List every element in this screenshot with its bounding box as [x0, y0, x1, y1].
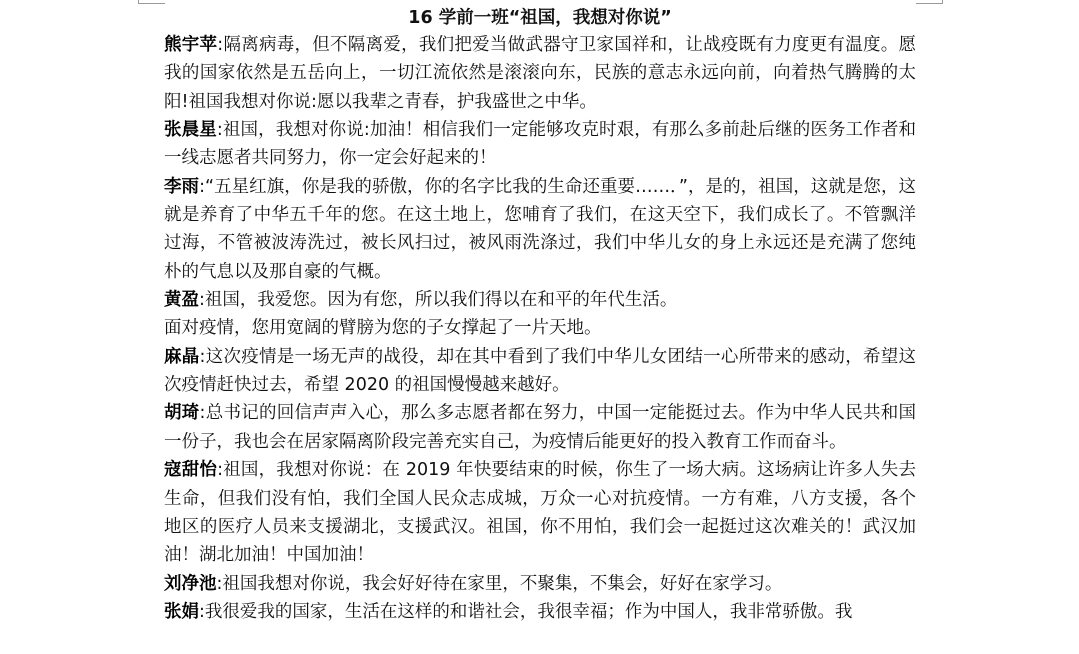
entry-paragraph	[164, 286, 916, 314]
entry-paragraph	[164, 570, 916, 598]
entry-text: :祖国，我爱您。因为有您，所以我们得以在和平的年代生活。	[199, 290, 678, 311]
entry-text: 面对疫情，您用宽阔的臂膀为您的子女撑起了一片天地。	[164, 318, 602, 339]
entry-paragraph	[164, 399, 916, 456]
entry-text: :我很爱我的国家，生活在这样的和谐社会，我很幸福；作为中国人，我非常骄傲。我	[199, 601, 853, 622]
entry-text: :祖国我想对你说，我会好好待在家里，不聚集，不集会，好好在家学习。	[216, 573, 783, 594]
document-title: 16 学前一班“祖国，我想对你说”	[408, 8, 672, 28]
entry-text: :祖国，我想对你说：在 2019 年快要结束的时候，你生了一场大病。这场病让许多人失去生命，但我们没有怕，我们全国人民众志成城，万众一心对抗疫情。一方有难，八方支援，各个地区的医疗人员来支援湖北，支援武汉。祖国，你不用怕，我们会一起挺过这次难关的！武汉加油！湖北加油！中国加油！	[164, 460, 917, 566]
entry-text: :“五星红旗，你是我的骄傲，你的名字比我的生命还重要……．”，是的，祖国，这就是您，这就是养育了中华五千年的您。在这土地上，您哺育了我们，在这天空下，我们成长了。不管飘洋过海，不管被波涛洗过，被长风扫过，被风雨洗涤过，我们中华儿女的身上永远还是充满了您纯朴的气息以及那自豪的气概。	[164, 176, 917, 282]
entry-author: 胡琦	[164, 403, 200, 424]
entry-author: 张晨星	[164, 120, 217, 141]
entry-author: 黄盈	[164, 290, 199, 311]
entry-text: :这次疫情是一场无声的战役，却在其中看到了我们中华儿女团结一心所带来的感动，希望这次疫情赶快过去，希望 2020 的祖国慢慢越来越好。	[164, 346, 916, 396]
entry-author: 麻晶	[164, 346, 200, 367]
entry-author: 刘净池	[164, 573, 217, 594]
entry-author: 寇甜怡	[164, 460, 218, 481]
entry-author: 熊宇苹	[164, 35, 218, 55]
entry-text: :祖国，我想对你说:加油！相信我们一定能够攻克时艰，有那么多前赴后继的医务工作者和一线志愿者共同努力，你一定会好起来的！	[164, 120, 917, 169]
crop-mark-left	[138, 0, 165, 4]
entry-paragraph	[164, 343, 916, 400]
entry-author: 李雨	[164, 176, 200, 197]
entry-author: 张娟	[164, 601, 199, 622]
crop-mark-right	[916, 0, 943, 4]
entry-paragraph	[164, 456, 916, 569]
entry-paragraph	[164, 31, 916, 116]
entry-paragraph	[164, 116, 916, 173]
document-body	[164, 31, 916, 626]
entry-text: :总书记的回信声声入心，那么多志愿者都在努力，中国一定能挺过去。作为中华人民共和国一份子，我也会在居家隔离阶段完善充实自己，为疫情后能更好的投入教育工作而奋斗。	[164, 403, 916, 452]
entry-text: :隔离病毒，但不隔离爱，我们把爱当做武器守卫家国祥和，让战疫既有力度更有温度。愿我的国家依然是五岳向上，一切江流依然是滚滚向东，民族的意志永远向前，向着热气腾腾的太阳!祖国我想对你说:愿以我辈之青春，护我盛世之中华。	[164, 35, 916, 112]
entry-paragraph	[164, 173, 916, 286]
entry-paragraph	[164, 314, 916, 342]
entry-paragraph	[164, 598, 916, 626]
